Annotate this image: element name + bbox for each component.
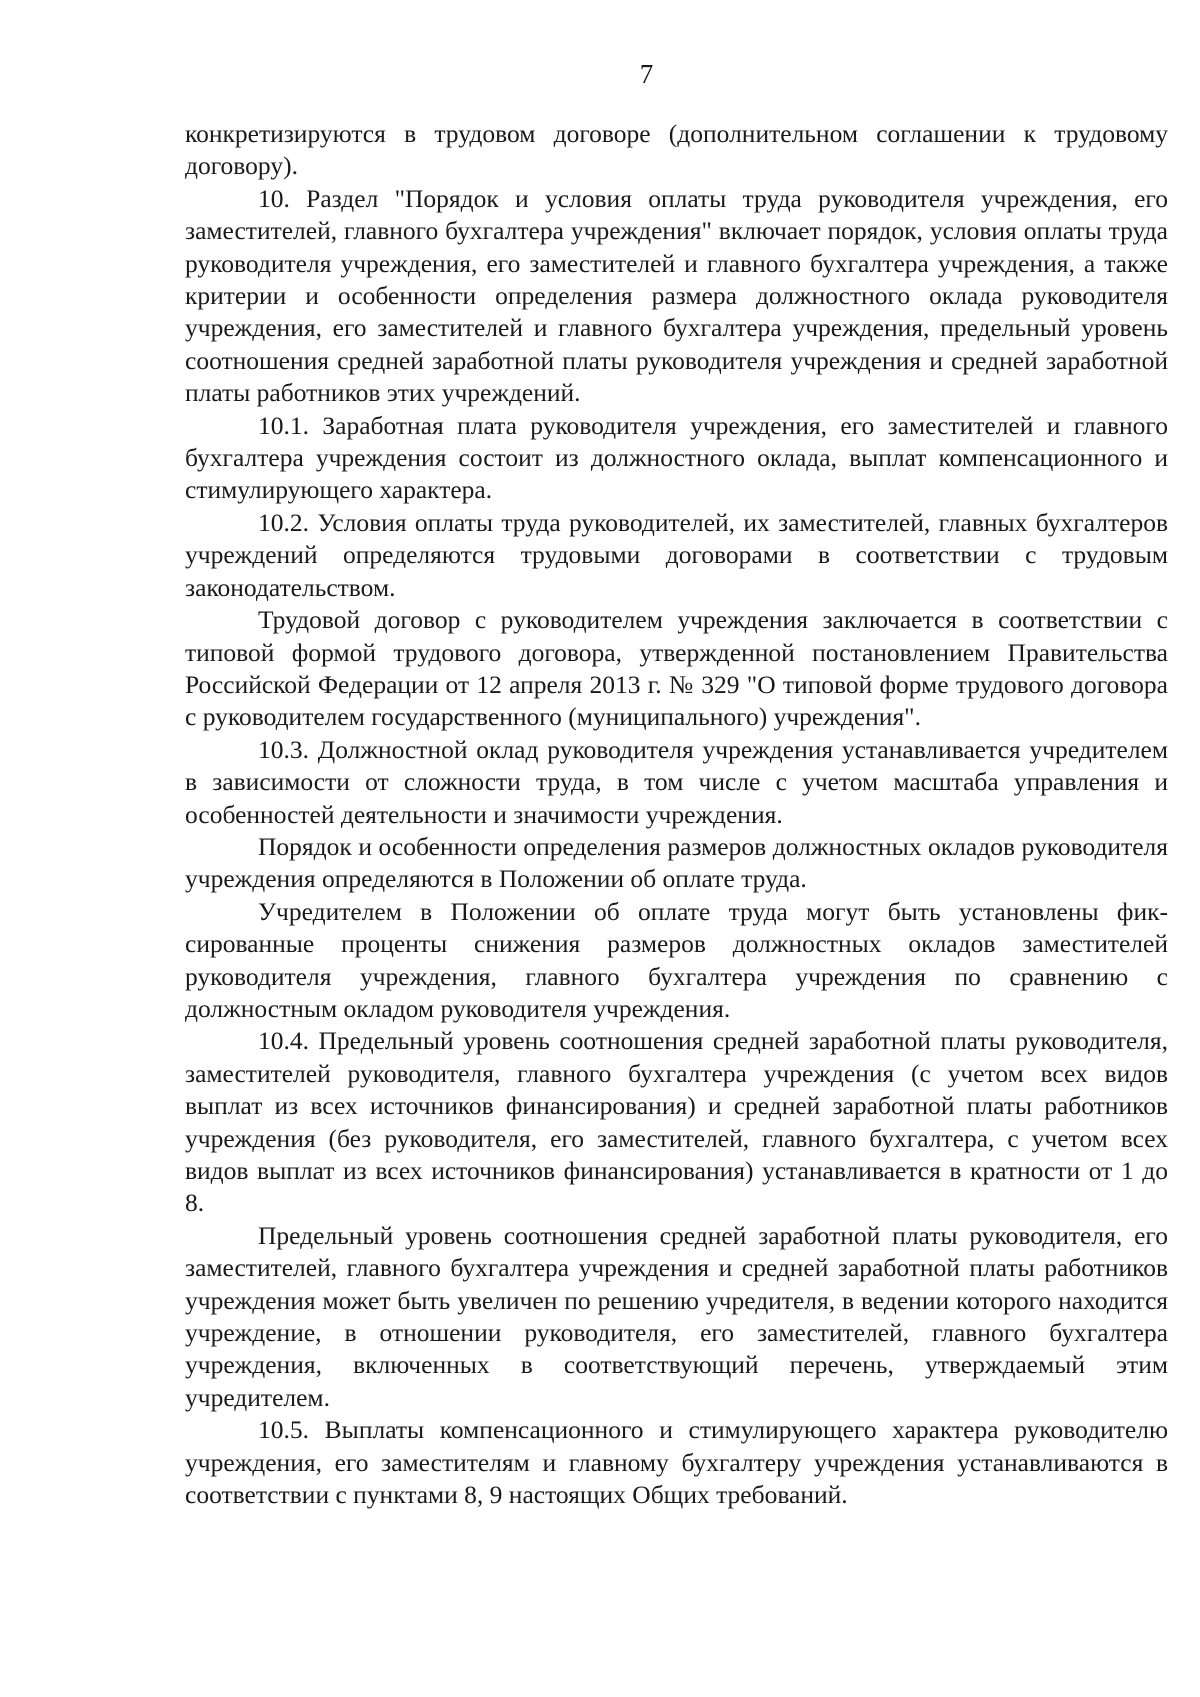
paragraph-continuation: конкретизируются в трудовом договоре (дополнительном соглашении к трудовому договору). <box>185 119 1168 181</box>
paragraph-ratio-increase: Предельный уровень соотношения средней заработной платы руководителя, его заместителей, главного бухгалтера учреждения и средней заработной платы работников учреждения может быть увеличен по решению учредителя, в ведении которого находится учреждение, в отношении руководителя, его заместителей, главного бухгалтера учреждения, включенных в соответствующий перечень, утверждаемый этим учредителем. <box>185 1220 1168 1412</box>
page-number: 7 <box>639 59 654 89</box>
paragraph-section-10-1: 10.1. Заработная плата руководителя учреждения, его заместителей и главного бухгалтера учреждения состоит из должностного оклада, выплат компенсационного и стимулирующего характера. <box>185 410 1168 505</box>
paragraph-section-10-4: 10.4. Предельный уровень соотношения средней заработной платы руководителя, заместителей руководителя, главного бухгалтера учреждения (с учетом всех видов выплат из всех источников финансирования) и средней заработной платы работников учреждения (без руководителя, его заместителей, главного бухгалтера, с учетом всех видов выплат из всех источников финансирования) устанавливается в кратности от 1 до 8. <box>185 1026 1168 1218</box>
paragraph-salary-procedure: Порядок и особенности определения размеров должностных окладов руководителя учреждения определяются в Положении об оплате труда. <box>185 831 1168 894</box>
paragraph-section-10-2: 10.2. Условия оплаты труда руководителей, их заместителей, главных бухгалтеров учреждений определяются трудовыми договорами в соответствии с трудовым законодательством. <box>185 507 1168 602</box>
paragraph-employment-contract: Трудовой договор с руководителем учреждения заключается в соответствии с типовой формой трудового договора, утвержденной постановлением Правительства Российской Федерации от 12 апреля 2013 г. № 329 "О типовой форме трудового договора с руководителем государственного (муниципального) учреждения". <box>185 605 1168 732</box>
paragraph-section-10-5: 10.5. Выплаты компенсационного и стимулирующего характера руководителю учреждения, его заместителям и главному бухгалтеру учреждения устанавливаются в соответствии с пунктами 8, 9 настоящих Общих требований. <box>185 1415 1168 1510</box>
document-body <box>185 118 1168 1511</box>
paragraph-section-10-3: 10.3. Должностной оклад руководителя учреждения устанавливается учредителем в зависимости от сложности труда, в том числе с учетом масштаба управления и особенностей деятельности и значимости учреждения. <box>185 734 1168 829</box>
paragraph-section-10: 10. Раздел "Порядок и условия оплаты труда руководителя учреждения, его заместителей, главного бухгалтера учреждения" включает порядок, условия оплаты труда руководителя учреждения, его заместителей и главного бухгалтера учреждения, а также критерии и особенности определения размера должностного оклада руководителя учреждения, его заместителей и главного бухгалтера учреждения, предельный уровень соотношения средней заработной платы руководителя учреждения и средней заработной платы работников этих учреждений. <box>185 183 1168 408</box>
paragraph-salary-reduction: Учредителем в Положении об оплате труда могут быть установлены фиксированные проценты снижения размеров должностных окладов заместителей руководителя учреждения, главного бухгалтера учреждения по сравнению с должностным окладом руководителя учреждения. <box>185 896 1168 1023</box>
